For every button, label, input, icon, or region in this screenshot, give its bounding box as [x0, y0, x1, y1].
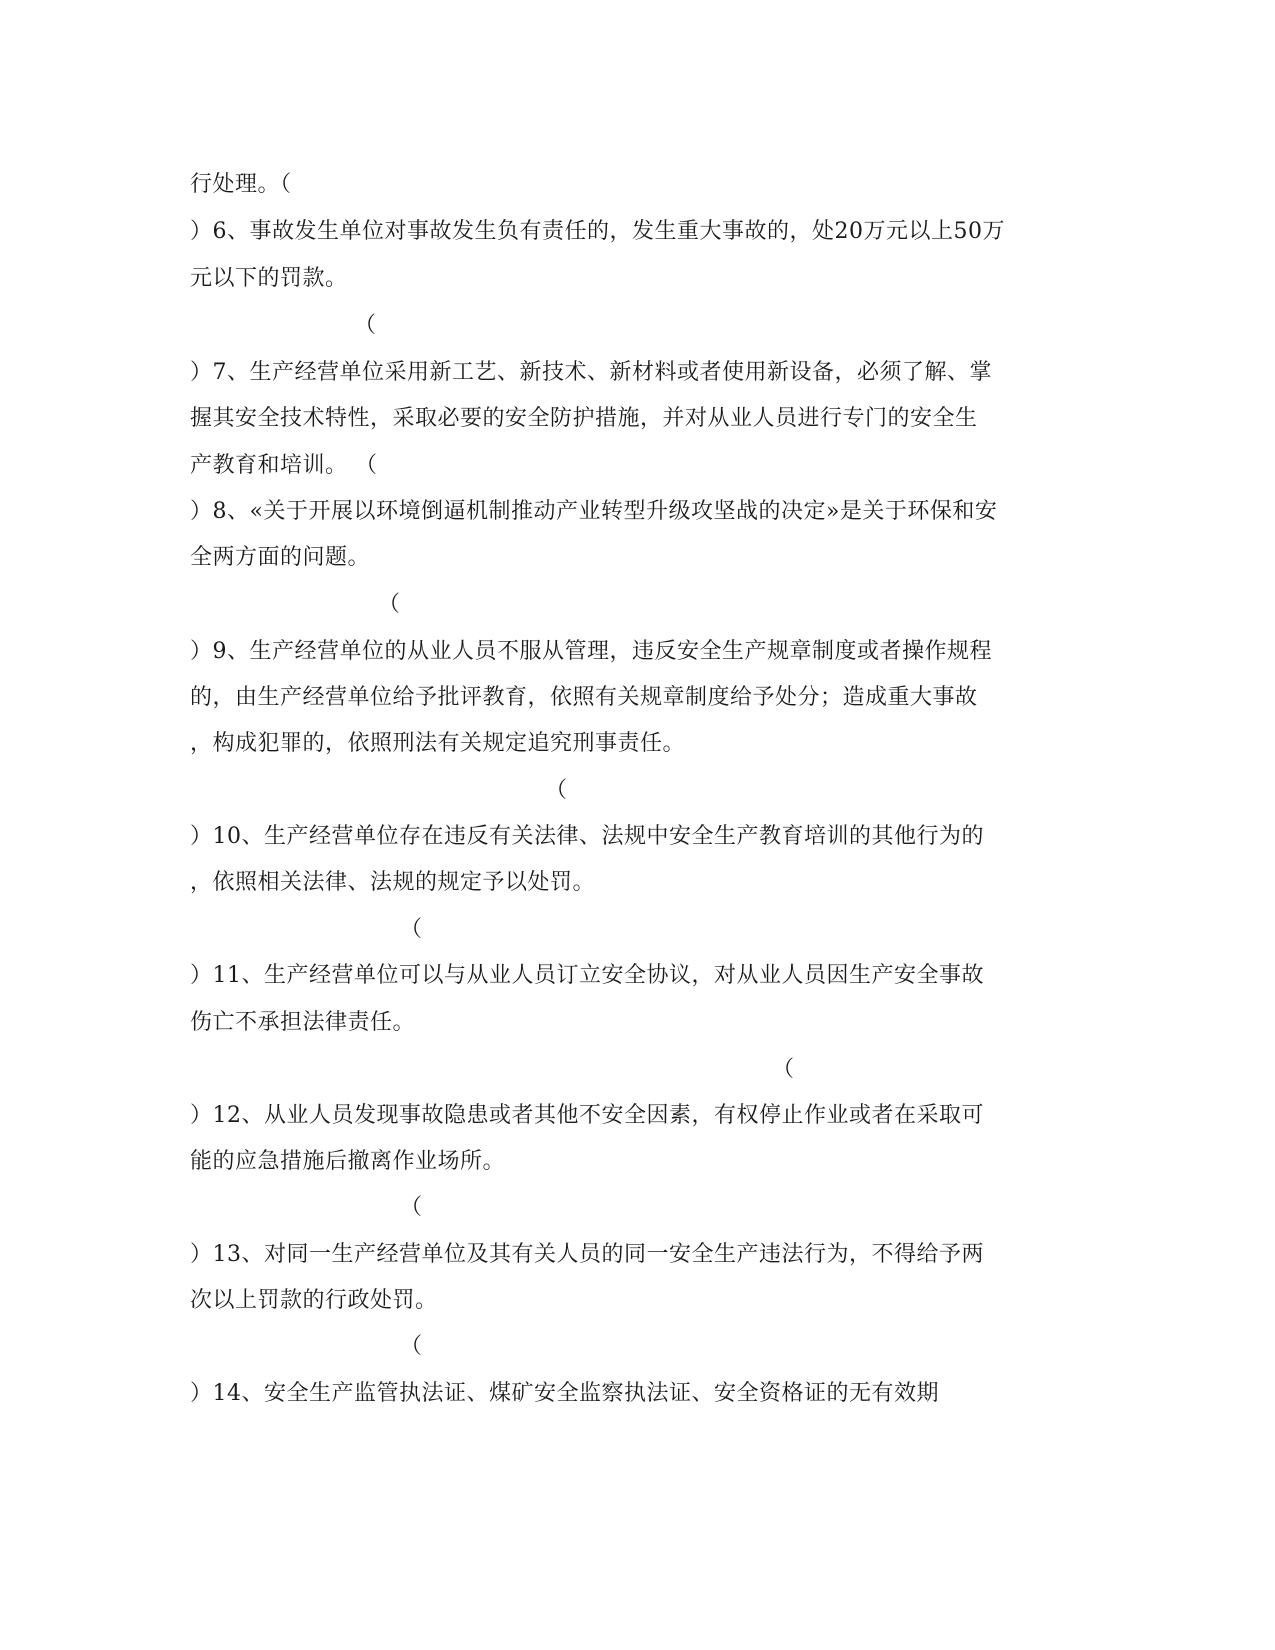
- answer-blank-paren: （: [400, 1334, 423, 1359]
- question-9-line-2: 的，由生产经营单位给予批评教育，依照有关规章制度给予处分；造成重大事故: [190, 685, 978, 710]
- question-12-line-1: ）12、从业人员发现事故隐患或者其他不安全因素，有权停止作业或者在采取可: [190, 1103, 984, 1128]
- question-10-line-2: ，依照相关法律、法规的规定予以处罚。: [190, 870, 596, 895]
- text-line: 行处理。（: [190, 172, 292, 197]
- question-11-line-2: 伤亡不承担法律责任。: [190, 1010, 416, 1035]
- answer-blank-paren: （: [354, 313, 377, 338]
- question-11-line-1: ）11、生产经营单位可以与从业人员订立安全协议，对从业人员因生产安全事故: [190, 963, 984, 988]
- question-13-line-2: 次以上罚款的行政处罚。: [190, 1288, 438, 1313]
- question-6-line-2: 元以下的罚款。: [190, 266, 348, 291]
- question-14-line-1: ）14、安全生产监管执法证、煤矿安全监察执法证、安全资格证的无有效期: [190, 1381, 939, 1406]
- answer-blank-paren: （: [545, 778, 568, 803]
- question-7-line-1: ）7、生产经营单位采用新工艺、新技术、新材料或者使用新设备，必须了解、掌: [190, 360, 992, 385]
- question-7-line-2: 握其安全技术特性，采取必要的安全防护措施，并对从业人员进行专门的安全生: [190, 406, 978, 431]
- answer-blank-paren: （: [400, 917, 423, 942]
- question-8-line-1: ）8、«关于开展以环境倒逼机制推动产业转型升级攻坚战的决定»是关于环保和安: [190, 499, 998, 524]
- question-8-line-2: 全两方面的问题。: [190, 545, 371, 570]
- question-7-line-3: 产教育和培训。 （: [190, 453, 378, 478]
- answer-blank-paren: （: [378, 592, 401, 617]
- question-6-line-1: ）6、事故发生单位对事故发生负有责任的，发生重大事故的，处20万元以上50万: [190, 219, 1005, 244]
- answer-blank-paren: （: [400, 1195, 423, 1220]
- question-9-line-1: ）9、生产经营单位的从业人员不服从管理，违反安全生产规章制度或者操作规程: [190, 639, 992, 664]
- question-10-line-1: ）10、生产经营单位存在违反有关法律、法规中安全生产教育培训的其他行为的: [190, 824, 984, 849]
- question-12-line-2: 能的应急措施后撤离作业场所。: [190, 1149, 506, 1174]
- question-9-line-3: ，构成犯罪的，依照刑法有关规定追究刑事责任。: [190, 731, 686, 756]
- answer-blank-paren: （: [772, 1057, 795, 1082]
- question-13-line-1: ）13、对同一生产经营单位及其有关人员的同一安全生产违法行为，不得给予两: [190, 1242, 984, 1267]
